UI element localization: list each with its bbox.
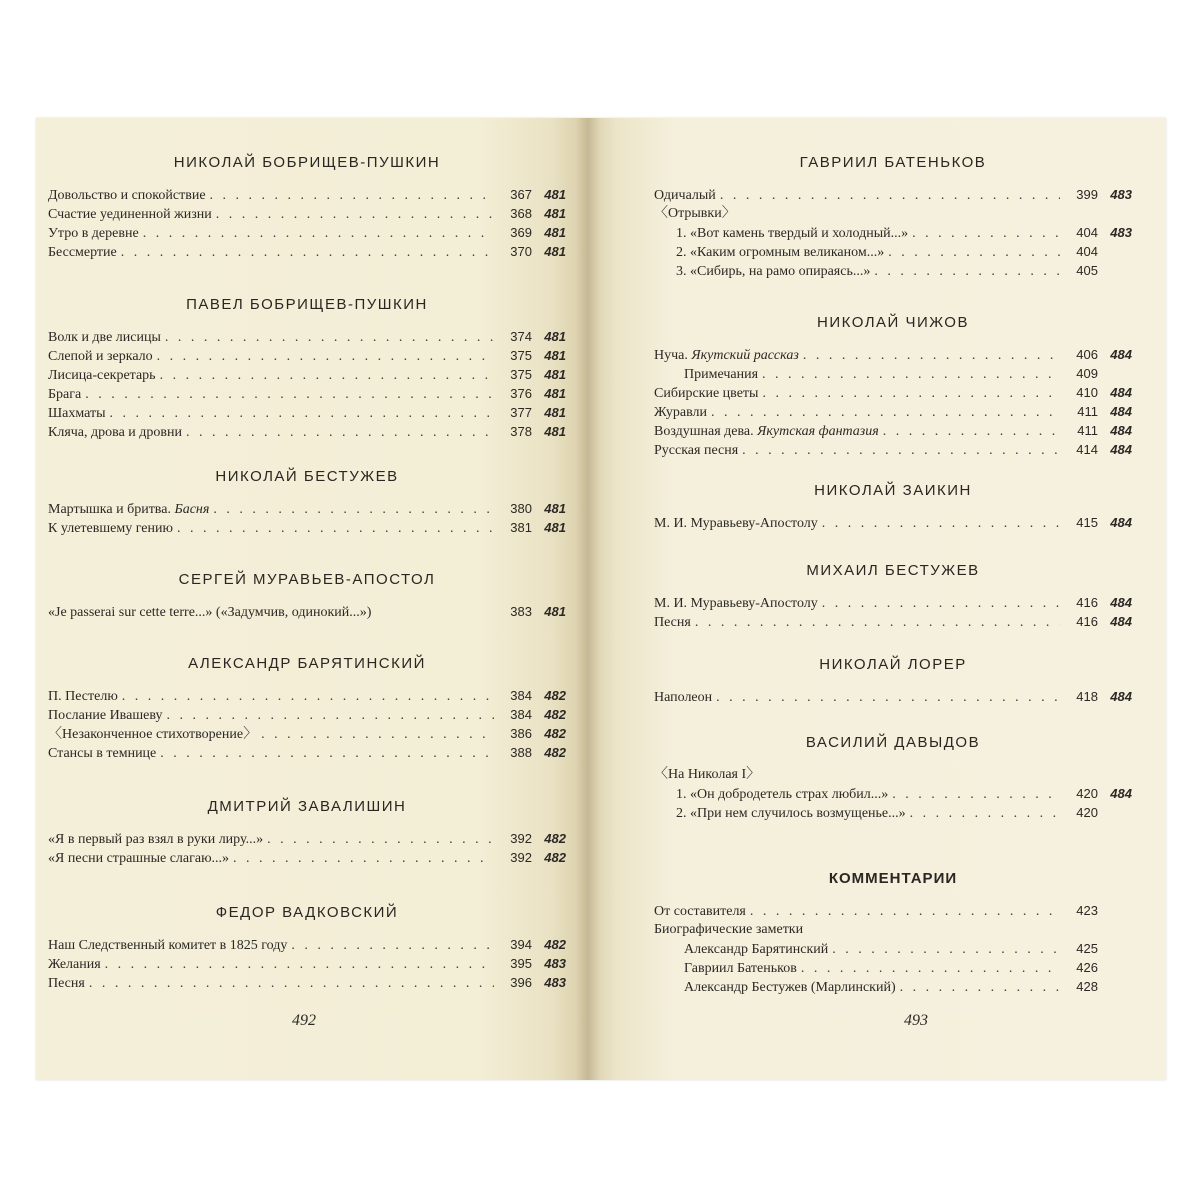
entry-page-number: 406 [1076,347,1098,362]
section-author-heading: КОММЕНТАРИИ [828,870,958,887]
entry-comment-page-number: 481 [544,424,566,439]
dot-leader [801,959,1060,978]
entry-page-number: 375 [510,348,532,363]
entry-title [654,346,799,365]
entry-title-text: Наполеон [654,690,713,705]
dot-leader [720,186,1060,205]
toc-entry[interactable] [654,977,1132,996]
entry-comment-page-number: 482 [544,688,566,703]
entry-title-text: Стансы в темнице [48,746,157,761]
entry-title-text: «Je passerai sur cette terre...» («Задумчив, одинокий...») [48,605,372,620]
toc-entry[interactable] [48,602,566,621]
dot-leader [742,441,1060,460]
section-author-heading: НИКОЛАЙ БОБРИЩЕВ-ПУШКИН [173,154,441,171]
entry-title-text: 1. «Вот камень твердый и холодный...» [676,226,909,241]
entry-title-text: Лисица-секретарь [48,368,156,383]
entry-comment-page-number: 481 [544,187,566,202]
section-author-heading: ВАСИЛИЙ ДАВЫДОВ [805,734,981,751]
page-number-left: 492 [292,1012,316,1029]
entry-title [654,902,746,921]
dot-leader [105,955,494,974]
entry-page-number: 420 [1076,805,1098,820]
entry-page-number: 415 [1076,515,1098,530]
entry-page-number: 384 [510,688,532,703]
toc-entry[interactable] [48,403,566,422]
dot-leader [233,849,494,868]
entry-comment-page-number: 484 [1110,347,1132,362]
entry-title [48,706,162,725]
entry-comment-page-number: 483 [1110,225,1132,240]
toc-entry[interactable] [654,784,1132,803]
entry-page-number: 416 [1076,614,1098,629]
entry-title-text: «Я в первый раз взял в руки лиру...» [48,832,264,847]
toc-section [654,656,1132,706]
toc-entry[interactable] [654,383,1132,402]
entry-title-italic: Басня [174,502,210,517]
toc-section [654,482,1132,532]
dot-leader [186,423,494,442]
entry-title-text: 2. «Каким огромным великаном...» [676,245,885,260]
entry-page-number: 370 [510,244,532,259]
entry-page-number: 378 [510,424,532,439]
entry-comment-page-number: 484 [1110,786,1132,801]
dot-leader [822,514,1060,533]
dot-leader [89,974,494,993]
entry-page-number: 381 [510,520,532,535]
entry-title-text: Сибирские цветы [654,386,759,401]
entry-page-number: 380 [510,501,532,516]
toc-entry[interactable] [48,829,566,848]
entry-page-number: 418 [1076,689,1098,704]
section-author-heading: ФЕДОР ВАДКОВСКИЙ [215,904,399,921]
entry-title-text: Одичалый [654,188,716,203]
dot-leader [892,785,1060,804]
toc-entry[interactable] [48,973,566,992]
entry-title-text: Журавли [654,405,707,420]
entry-title-text: Песня [654,615,691,630]
entry-page-number: 416 [1076,595,1098,610]
entry-page-number: 423 [1076,903,1098,918]
toc-entry[interactable] [654,402,1132,421]
entry-comment-page-number: 484 [1110,689,1132,704]
entry-comment-page-number: 484 [1110,595,1132,610]
entry-comment-page-number: 484 [1110,423,1132,438]
entry-title-text: М. И. Муравьеву-Апостолу [654,596,818,611]
entry-page-number: 392 [510,831,532,846]
toc-section [654,562,1132,631]
entry-title [48,955,101,974]
dot-leader [177,519,494,538]
toc-entry[interactable] [654,185,1132,204]
toc-entry[interactable] [654,223,1132,242]
entry-title [48,404,105,423]
entry-page-number: 386 [510,726,532,741]
toc-entry[interactable] [654,421,1132,440]
dot-leader [109,404,494,423]
entry-comment-page-number: 482 [544,726,566,741]
toc-entry[interactable] [48,954,566,973]
entry-title [654,920,803,939]
entry-title [48,744,156,763]
entry-title-text: Бессмертие [48,245,117,260]
toc-section [48,904,566,992]
toc-entry[interactable] [654,939,1132,958]
toc-section [48,798,566,867]
page-number-right: 493 [904,1012,928,1029]
section-author-heading: ДМИТРИЙ ЗАВАЛИШИН [207,798,407,815]
entry-title [654,441,738,460]
left-page [36,118,588,1080]
dot-leader [695,613,1060,632]
toc-entry[interactable] [654,345,1132,364]
toc-entry[interactable] [654,513,1132,532]
entry-comment-page-number: 481 [544,244,566,259]
entry-title-text: Послание Ивашеву [48,708,163,723]
entry-comment-page-number: 484 [1110,385,1132,400]
entry-page-number: 399 [1076,187,1098,202]
section-author-heading: АЛЕКСАНДР БАРЯТИНСКИЙ [188,655,426,672]
dot-leader [716,688,1060,707]
entry-title-text: Нуча. [654,348,688,363]
entry-page-number: 384 [510,707,532,722]
dot-leader [803,346,1060,365]
entry-title-text: П. Пестелю [48,689,118,704]
dot-leader [143,224,494,243]
dot-leader [762,365,1060,384]
entry-title-text: 〈Незаконченное стихотворение〉 [48,727,258,742]
dot-leader [85,385,494,404]
dot-leader [261,725,494,744]
toc-entry[interactable] [48,185,566,204]
toc-entry[interactable] [48,384,566,403]
section-author-heading: ГАВРИИЛ БАТЕНЬКОВ [799,154,987,171]
entry-title-text: Наш Следственный комитет в 1825 году [48,938,288,953]
entry-title-text: Кляча, дрова и дровни [48,425,182,440]
entry-title [684,940,828,959]
section-author-heading: НИКОЛАЙ ЧИЖОВ [817,314,969,331]
entry-title [48,205,212,224]
entry-page-number: 420 [1076,786,1098,801]
dot-leader [160,366,494,385]
entry-comment-page-number: 481 [544,604,566,619]
section-author-heading: ПАВЕЛ БОБРИЩЕВ-ПУШКИН [186,296,428,313]
entry-page-number: 404 [1076,225,1098,240]
entry-title [48,603,371,622]
entry-title [676,243,884,262]
toc-entry[interactable] [48,935,566,954]
entry-title [654,204,736,223]
dot-leader [883,422,1060,441]
entry-comment-page-number: 482 [544,745,566,760]
entry-title [654,403,707,422]
section-author-heading: МИХАИЛ БЕСТУЖЕВ [806,562,980,579]
toc-entry[interactable] [48,365,566,384]
toc-section [654,870,1132,996]
entry-comment-page-number: 483 [544,956,566,971]
entry-title-text: 1. «Он добродетель страх любил...» [676,787,889,802]
toc-entry[interactable] [654,593,1132,612]
entry-title [48,936,287,955]
toc-section [48,296,566,441]
dot-leader [711,403,1060,422]
entry-title [48,830,263,849]
entry-page-number: 388 [510,745,532,760]
entry-page-number: 426 [1076,960,1098,975]
dot-leader [762,384,1060,403]
dot-leader [210,186,494,205]
entry-title [676,785,888,804]
toc-section [48,468,566,537]
entry-title [48,974,85,993]
dot-leader [157,347,494,366]
entry-page-number: 367 [510,187,532,202]
entry-comment-page-number: 481 [544,501,566,516]
entry-comment-page-number: 482 [544,707,566,722]
entry-comment-page-number: 481 [544,206,566,221]
entry-title-text: 〈Отрывки〉 [654,206,736,221]
section-author-heading: НИКОЛАЙ БЕСТУЖЕВ [215,468,399,485]
dot-leader [874,262,1060,281]
entry-title-italic: Якутский рассказ [691,348,799,363]
entry-title-text: К улетевшему гению [48,521,173,536]
dot-leader [267,830,494,849]
entry-page-number: 396 [510,975,532,990]
entry-title [684,978,896,997]
toc-section [48,571,566,621]
dot-leader [121,243,494,262]
toc-entry[interactable] [654,440,1132,459]
entry-page-number: 411 [1077,423,1098,438]
entry-comment-page-number: 482 [544,831,566,846]
entry-page-number: 383 [510,604,532,619]
entry-page-number: 376 [510,386,532,401]
dot-leader [122,687,494,706]
entry-title [654,613,691,632]
entry-page-number: 428 [1076,979,1098,994]
entry-page-number: 394 [510,937,532,952]
toc-entry[interactable] [48,422,566,441]
dot-leader [910,804,1060,823]
toc-entry[interactable] [654,901,1132,920]
entry-title-text: Русская песня [654,443,739,458]
entry-page-number: 395 [510,956,532,971]
book-spread [36,118,1166,1080]
entry-comment-page-number: 484 [1110,515,1132,530]
entry-title [48,347,153,366]
entry-comment-page-number: 484 [1110,442,1132,457]
entry-comment-page-number: 483 [1110,187,1132,202]
entry-title [654,514,818,533]
section-author-heading: НИКОЛАЙ ЛОРЕР [819,656,967,673]
entry-title-text: М. И. Муравьеву-Апостолу [654,516,818,531]
entry-comment-page-number: 481 [544,520,566,535]
toc-entry[interactable] [654,803,1132,822]
toc-entry[interactable] [48,346,566,365]
dot-leader [888,243,1060,262]
toc-entry[interactable] [48,724,566,743]
entry-title [48,366,156,385]
entry-page-number: 375 [510,367,532,382]
entry-title-text: Счастие уединенной жизни [48,207,212,222]
entry-page-number: 409 [1076,366,1098,381]
toc-entry[interactable] [48,518,566,537]
entry-title [48,224,139,243]
entry-title-text: Мартышка и бритва. [48,502,171,517]
entry-title-text: Слепой и зеркало [48,349,153,364]
entry-title [48,519,173,538]
dot-leader [832,940,1060,959]
entry-comment-page-number: 481 [544,329,566,344]
dot-leader [213,500,494,519]
entry-comment-page-number: 484 [1110,404,1132,419]
toc-entry[interactable] [654,364,1132,383]
entry-title-italic: Якутская фантазия [757,424,879,439]
entry-title [654,688,712,707]
entry-title-text: 2. «При нем случилось возмущенье...» [676,806,906,821]
entry-title-text: Воздушная дева. [654,424,754,439]
toc-entry[interactable] [654,920,1132,939]
entry-title-text: Александр Бестужев (Марлинский) [684,980,896,995]
entry-title [48,725,257,744]
entry-title-text: Довольство и спокойствие [48,188,206,203]
dot-leader [166,706,494,725]
toc-entry[interactable] [654,204,1132,223]
entry-page-number: 369 [510,225,532,240]
entry-title-text: Волк и две лисицы [48,330,161,345]
entry-title [48,186,206,205]
entry-title-text: Брага [48,387,82,402]
toc-section [654,734,1132,822]
entry-comment-page-number: 481 [544,405,566,420]
entry-comment-page-number: 481 [544,386,566,401]
toc-section [654,314,1132,459]
entry-comment-page-number: 482 [544,850,566,865]
toc-entry[interactable] [48,223,566,242]
entry-title [654,594,818,613]
toc-section [48,655,566,762]
entry-comment-page-number: 484 [1110,614,1132,629]
entry-title-text: Шахматы [48,406,106,421]
dot-leader [900,978,1060,997]
entry-title-text: «Я песни страшные слагаю...» [48,851,230,866]
dot-leader [160,744,494,763]
entry-title [48,500,209,519]
dot-leader [165,328,494,347]
toc-entry[interactable] [654,261,1132,280]
entry-comment-page-number: 482 [544,937,566,952]
toc-entry[interactable] [48,743,566,762]
dot-leader [822,594,1060,613]
entry-title [48,243,117,262]
toc-entry[interactable] [654,765,1132,784]
right-page [588,118,1166,1080]
entry-page-number: 392 [510,850,532,865]
entry-title-text: 3. «Сибирь, на рамо опираясь...» [676,264,871,279]
entry-page-number: 411 [1077,404,1098,419]
dot-leader [912,224,1060,243]
entry-title [684,959,797,978]
toc-entry[interactable] [48,204,566,223]
entry-title [48,328,161,347]
entry-page-number: 374 [510,329,532,344]
toc-entry[interactable] [654,958,1132,977]
entry-title-text: Примечания [684,367,759,382]
entry-page-number: 405 [1076,263,1098,278]
entry-title [676,804,906,823]
entry-title-text: Желания [48,957,101,972]
toc-entry[interactable] [48,327,566,346]
dot-leader [291,936,494,955]
entry-title [684,365,758,384]
entry-title-text: От составителя [654,904,746,919]
entry-title-text: 〈На Николая I〉 [654,767,761,782]
entry-title [48,849,229,868]
dot-leader [216,205,494,224]
toc-entry[interactable] [48,499,566,518]
entry-title [48,385,81,404]
entry-title-text: Утро в деревне [48,226,139,241]
entry-title [676,262,870,281]
toc-section [654,154,1132,280]
dot-leader [750,902,1060,921]
entry-page-number: 414 [1076,442,1098,457]
toc-entry[interactable] [48,242,566,261]
entry-title [654,186,716,205]
entry-comment-page-number: 483 [544,975,566,990]
entry-title [654,384,758,403]
entry-title-text: Гавриил Батеньков [684,961,797,976]
book-fold-shadow [576,118,600,1080]
entry-page-number: 410 [1076,385,1098,400]
entry-comment-page-number: 481 [544,348,566,363]
entry-title-text: Песня [48,976,85,991]
toc-entry[interactable] [654,242,1132,261]
toc-entry[interactable] [654,687,1132,706]
entry-title [48,423,182,442]
entry-page-number: 425 [1076,941,1098,956]
entry-title-text: Биографические заметки [654,922,804,937]
entry-comment-page-number: 481 [544,225,566,240]
entry-page-number: 404 [1076,244,1098,259]
entry-title [48,687,118,706]
entry-title [654,765,760,784]
entry-title-text: Александр Барятинский [684,942,829,957]
toc-entry[interactable] [48,705,566,724]
entry-title [676,224,908,243]
toc-section [48,154,566,261]
section-author-heading: НИКОЛАЙ ЗАИКИН [814,482,972,499]
entry-page-number: 368 [510,206,532,221]
entry-page-number: 377 [510,405,532,420]
section-author-heading: СЕРГЕЙ МУРАВЬЕВ-АПОСТОЛ [178,571,436,588]
toc-entry[interactable] [654,612,1132,631]
entry-title [654,422,879,441]
toc-entry[interactable] [48,686,566,705]
toc-entry[interactable] [48,848,566,867]
entry-comment-page-number: 481 [544,367,566,382]
